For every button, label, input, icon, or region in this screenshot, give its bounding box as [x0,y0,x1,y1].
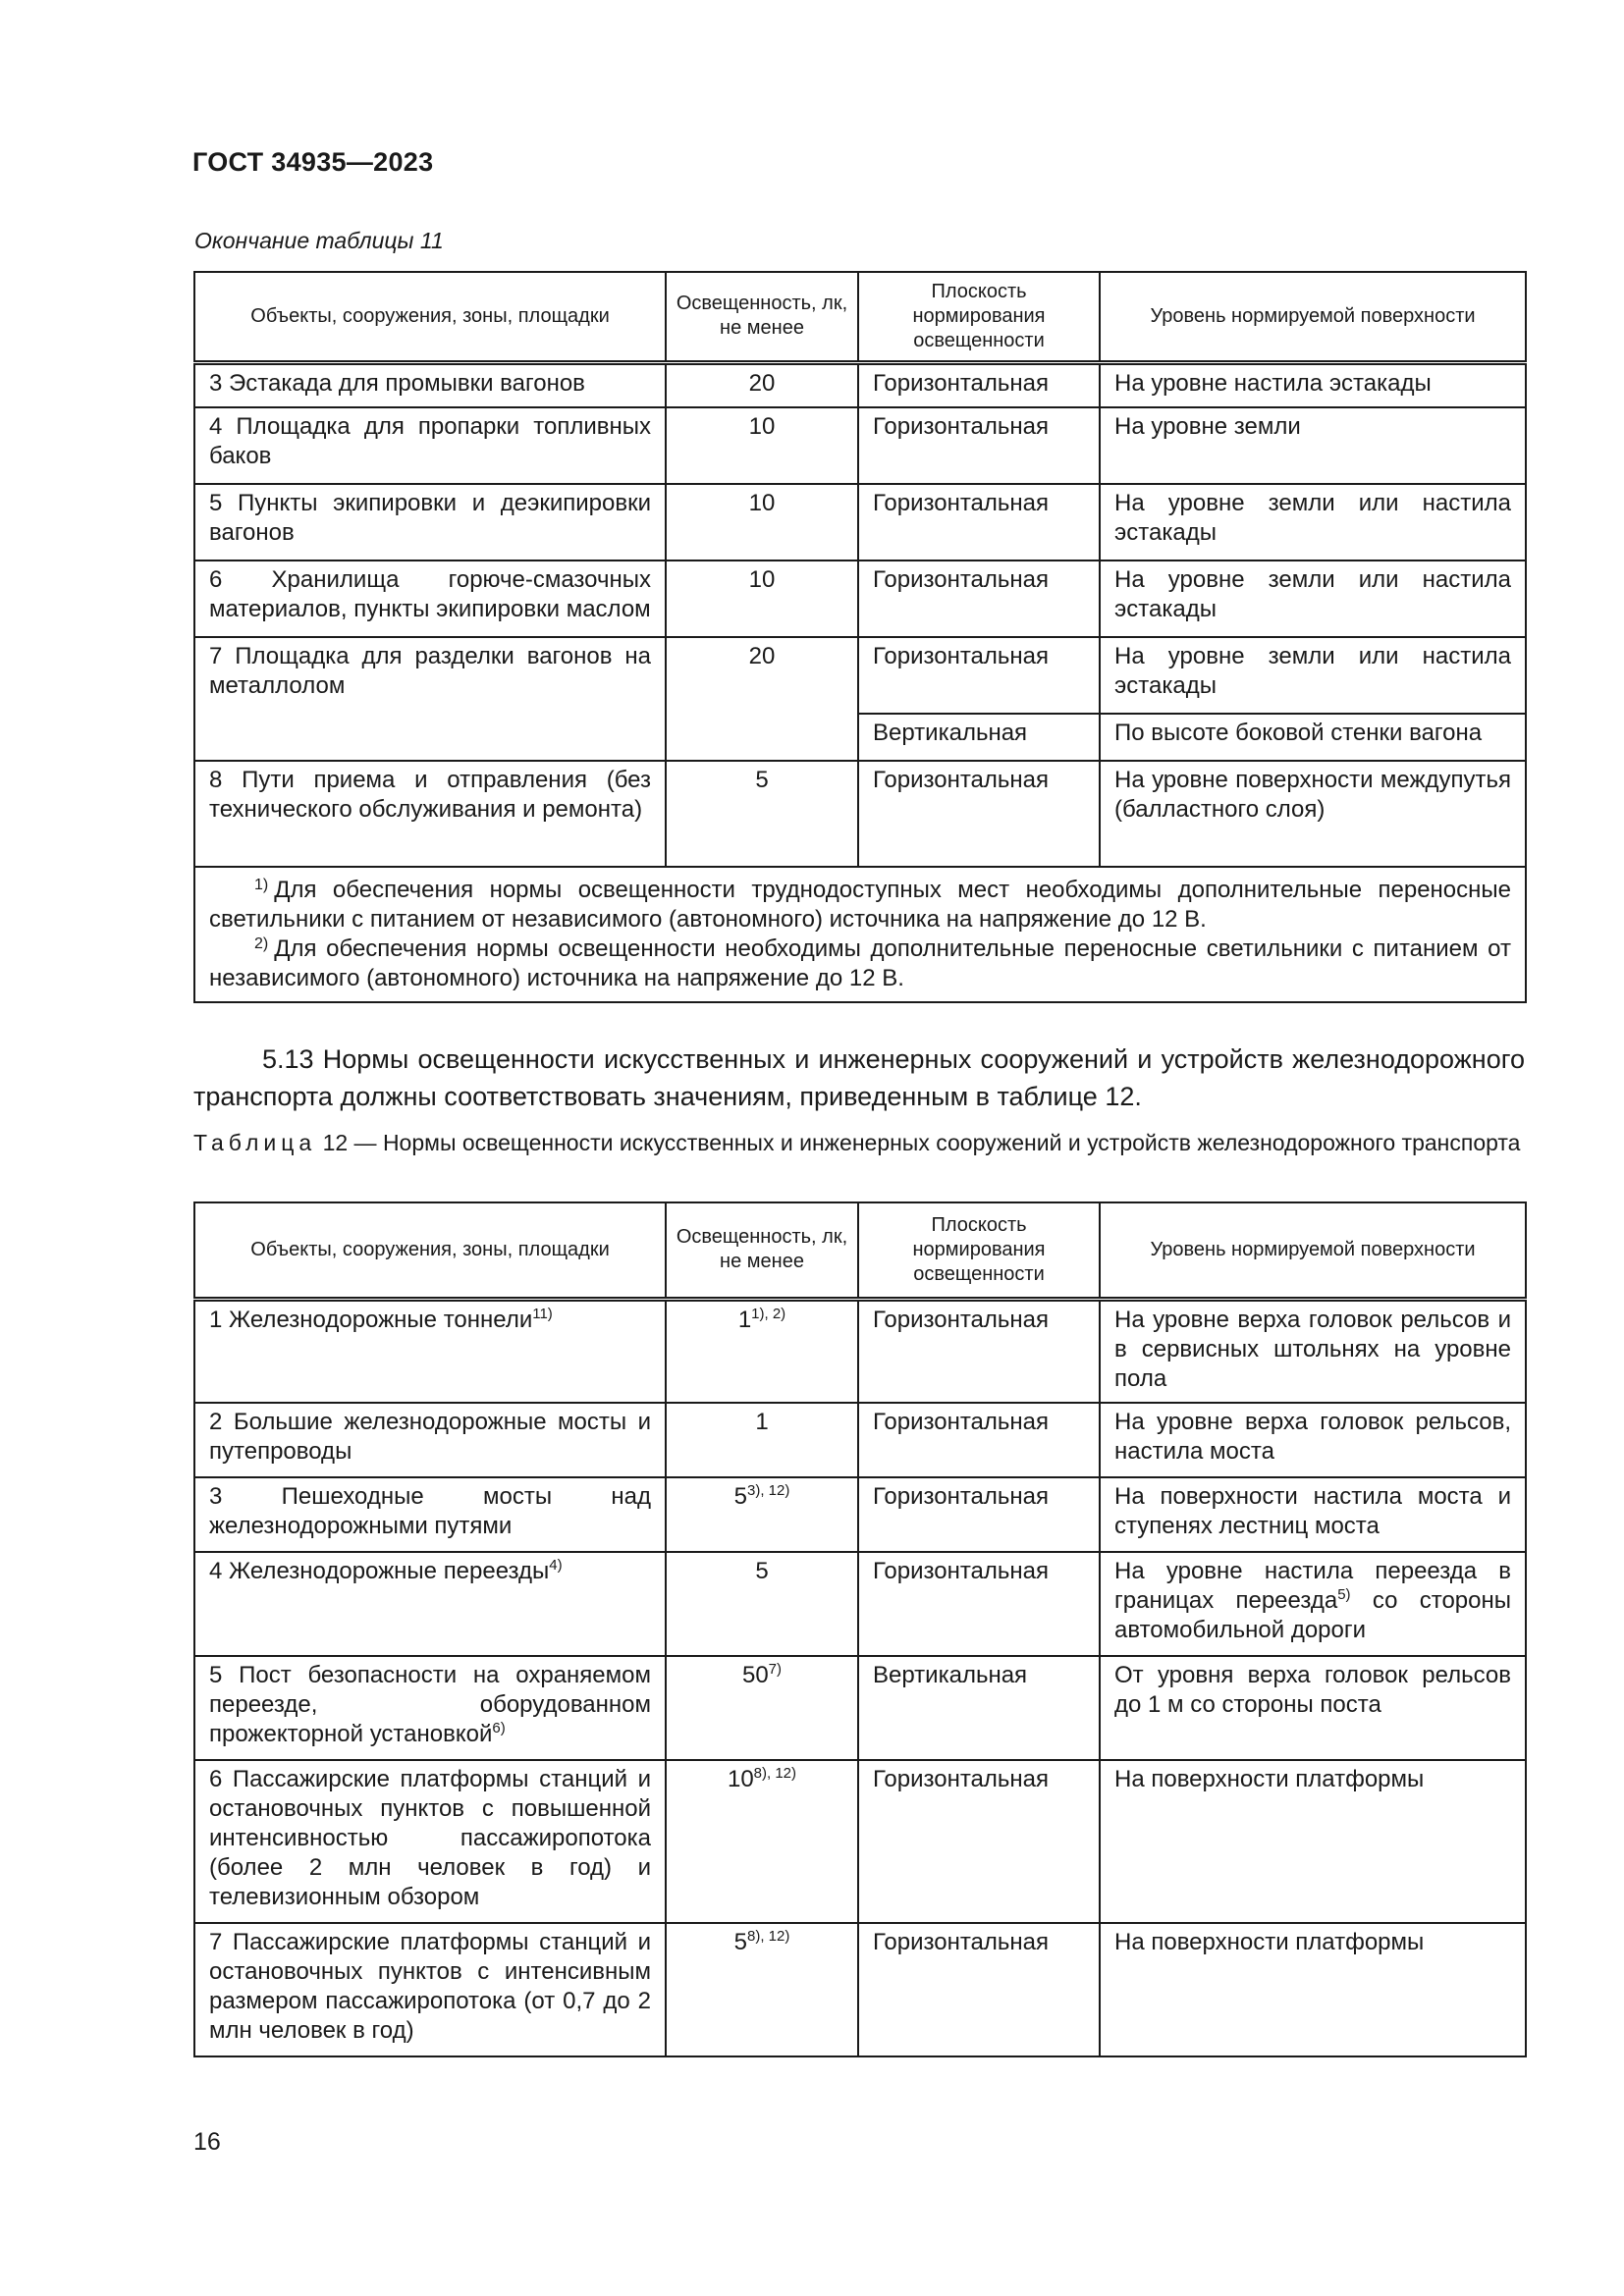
object-text: 1 Железнодорожные тоннели [209,1306,533,1333]
cell-level: На поверхности платформы [1100,1760,1526,1923]
footnote-ref: 1), 2) [751,1305,786,1322]
note-text: Для обеспечения нормы освещенности труднодоступных мест необходимы дополнительные переносные светильники с питанием от независимого (автономного) источника на напряжение до 12 В. [209,877,1511,933]
cell-object: 4 Площадка для пропарки топливных баков [194,407,666,484]
cell-plane: Горизонтальная [858,561,1100,637]
table-row [194,1552,1526,1656]
table-12 [193,1201,1527,2057]
cell-level: На уровне земли [1100,407,1526,484]
cell-object: 8 Пути приема и отправления (без технического обслуживания и ремонта) [194,761,666,867]
cell-plane: Горизонтальная [858,1552,1100,1656]
illuminance-value: 5 [733,1483,747,1510]
cell-level: На уровне земли или настила эстакады [1100,561,1526,637]
cell-level: На уровне земли или настила эстакады [1100,637,1526,714]
level-text: На уровне настила переезда в границах переезда [1114,1558,1511,1614]
table-row [194,637,1526,714]
object-text: 5 Пост безопасности на охраняемом переезде, оборудованном прожекторной установкой [209,1662,651,1747]
illuminance-value: 10 [727,1766,754,1792]
cell-level: На уровне настила эстакады [1100,362,1526,407]
footnote-ref: 4) [549,1557,563,1574]
cell-illuminance: 10 [666,484,858,561]
footnote-ref: 3), 12) [747,1482,790,1499]
cell-plane: Горизонтальная [858,761,1100,867]
cell-object: 6 Пассажирские платформы станций и остановочных пунктов с повышенной интенсивностью пассажиропотока (более 2 млн человек в год) и телевизионным обзором [194,1760,666,1923]
caption-text: 12 — Нормы освещенности искусственных и инженерных сооружений и устройств железнодорожного транспорта [322,1130,1521,1155]
cell-illuminance: 5 [666,761,858,867]
cell-level: На уровне земли или настила эстакады [1100,484,1526,561]
column-header-illuminance: Освещенность, лк, не менее [666,1202,858,1299]
cell-level: От уровня верха головок рельсов до 1 м со стороны поста [1100,1656,1526,1760]
table-row [194,362,1526,407]
column-header-level: Уровень нормируемой поверхности [1100,272,1526,362]
cell-illuminance: 20 [666,362,858,407]
document-header: ГОСТ 34935—2023 [192,147,434,177]
column-header-plane: Плоскость нормирования освещенности [858,272,1100,362]
cell-object: 3 Эстакада для промывки вагонов [194,362,666,407]
cell-illuminance: 1 [666,1403,858,1477]
table-row [194,1299,1526,1403]
note-number: 2) [254,935,269,952]
column-header-objects: Объекты, сооружения, зоны, площадки [194,272,666,362]
table-header-row [194,1202,1526,1299]
table-notes-row [194,867,1526,1002]
cell-plane: Горизонтальная [858,1299,1100,1403]
cell-illuminance: 20 [666,637,858,761]
cell-object: 6 Хранилища горюче-смазочных материалов, пункты экипировки маслом [194,561,666,637]
table-row [194,1656,1526,1760]
table-row [194,761,1526,867]
cell-illuminance [666,1760,858,1923]
cell-plane: Горизонтальная [858,1923,1100,2056]
cell-object [194,1552,666,1656]
table-notes [194,867,1526,1002]
cell-plane: Горизонтальная [858,484,1100,561]
level-text-tail: со стороны автомобильной дороги [1114,1587,1511,1643]
table-note [209,876,1511,934]
footnote-ref: 5) [1337,1586,1351,1603]
cell-level: На поверхности платформы [1100,1923,1526,2056]
column-header-illuminance: Освещенность, лк, не менее [666,272,858,362]
table-row [194,561,1526,637]
cell-illuminance [666,1477,858,1552]
column-header-plane: Плоскость нормирования освещенности [858,1202,1100,1299]
cell-object: 5 Пункты экипировки и деэкипировки вагонов [194,484,666,561]
page-number: 16 [193,2128,221,2156]
column-header-level: Уровень нормируемой поверхности [1100,1202,1526,1299]
cell-object [194,1656,666,1760]
cell-object: 2 Большие железнодорожные мосты и путепроводы [194,1403,666,1477]
cell-plane: Горизонтальная [858,1477,1100,1552]
footnote-ref: 11) [532,1305,553,1322]
cell-illuminance: 10 [666,407,858,484]
object-text: 4 Железнодорожные переезды [209,1558,550,1584]
cell-object: 3 Пешеходные мосты над железнодорожными путями [194,1477,666,1552]
illuminance-value: 1 [737,1306,752,1333]
cell-level [1100,1552,1526,1656]
table-row [194,407,1526,484]
cell-plane: Горизонтальная [858,1403,1100,1477]
cell-illuminance [666,1923,858,2056]
cell-illuminance: 10 [666,561,858,637]
illuminance-value: 50 [741,1662,769,1688]
cell-plane: Вертикальная [858,714,1100,761]
column-header-objects: Объекты, сооружения, зоны, площадки [194,1202,666,1299]
table-11-continuation-label: Окончание таблицы 11 [194,228,444,253]
cell-level: На уровне верха головок рельсов и в сервисных штольнях на уровне пола [1100,1299,1526,1403]
table-header-row [194,272,1526,362]
cell-plane: Вертикальная [858,1656,1100,1760]
cell-level: По высоте боковой стенки вагона [1100,714,1526,761]
table-row [194,1477,1526,1552]
cell-plane: Горизонтальная [858,362,1100,407]
cell-level: На уровне поверхности междупутья (балластного слоя) [1100,761,1526,867]
table-12-caption [193,1129,1525,1156]
note-number: 1) [254,877,269,893]
cell-object [194,1299,666,1403]
cell-illuminance: 5 [666,1552,858,1656]
cell-plane: Горизонтальная [858,637,1100,714]
cell-illuminance [666,1299,858,1403]
table-row [194,1923,1526,2056]
cell-illuminance [666,1656,858,1760]
cell-object: 7 Площадка для разделки вагонов на металлолом [194,637,666,761]
illuminance-value: 5 [733,1929,747,1955]
footnote-ref: 6) [492,1720,506,1736]
table-row [194,484,1526,561]
cell-level: На уровне верха головок рельсов, настила моста [1100,1403,1526,1477]
note-text: Для обеспечения нормы освещенности необходимы дополнительные переносные светильники с питанием от независимого (автономного) источника на напряжение до 12 В. [209,935,1511,991]
footnote-ref: 8), 12) [747,1928,790,1945]
footnote-ref: 7) [768,1661,783,1678]
table-note [209,934,1511,993]
cell-plane: Горизонтальная [858,407,1100,484]
paragraph-5-13: 5.13 Нормы освещенности искусственных и инженерных сооружений и устройств железнодорожного транспорта должны соответствовать значениям, приведенным в таблице 12. [193,1044,1525,1111]
cell-object: 7 Пассажирские платформы станций и остановочных пунктов с интенсивным размером пассажиропотока (от 0,7 до 2 млн человек в год) [194,1923,666,2056]
footnote-ref: 8), 12) [753,1765,797,1782]
cell-level: На поверхности настила моста и ступенях лестниц моста [1100,1477,1526,1552]
table-11 [193,271,1527,1003]
caption-label: Таблица [193,1130,317,1155]
table-row [194,1760,1526,1923]
cell-plane: Горизонтальная [858,1760,1100,1923]
table-row [194,1403,1526,1477]
